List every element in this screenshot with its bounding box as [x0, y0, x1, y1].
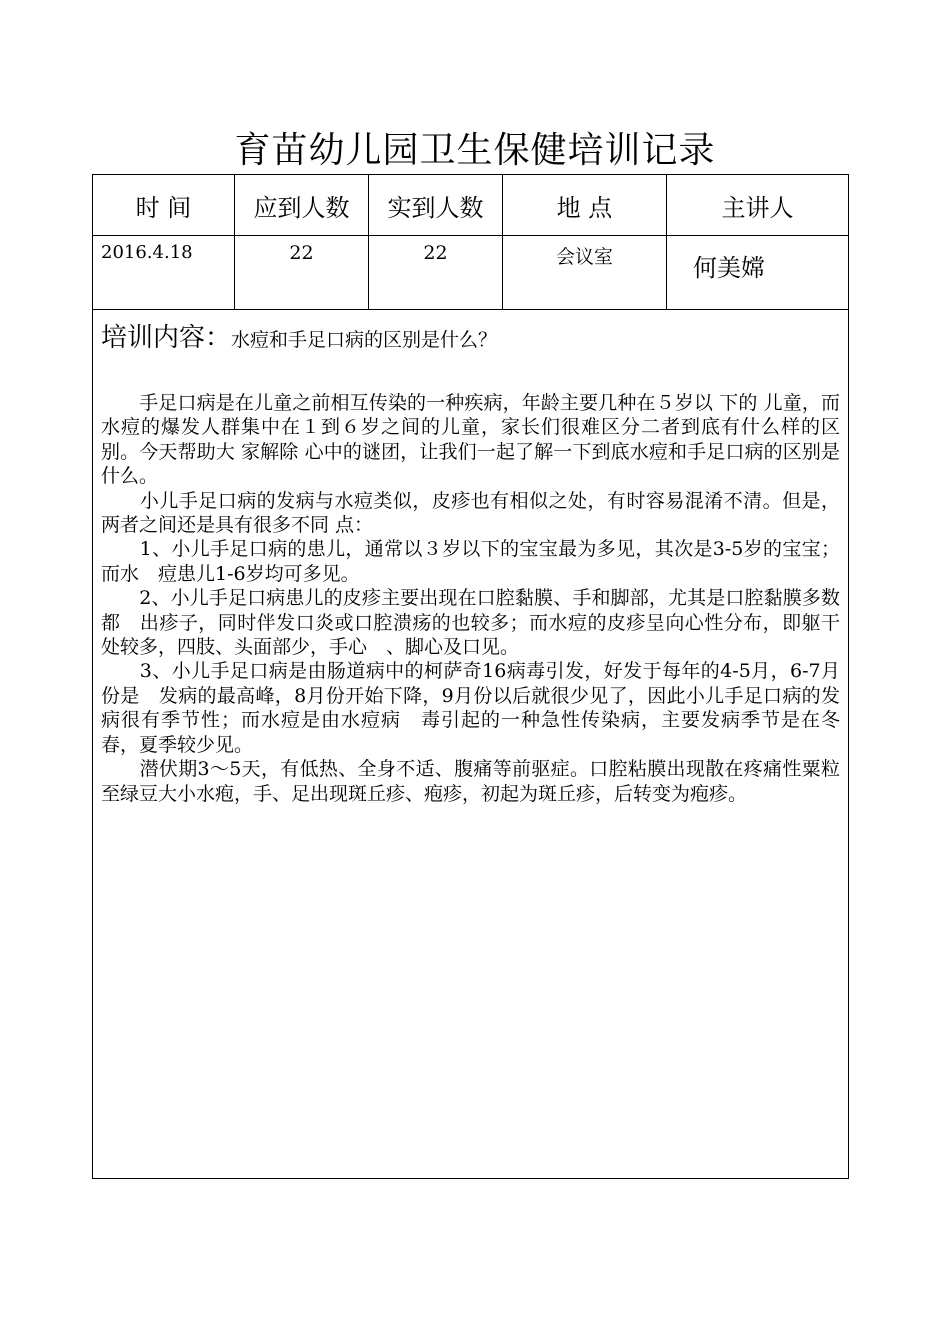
content-body	[101, 391, 840, 806]
document-title: 育苗幼儿园卫生保健培训记录	[234, 130, 716, 171]
header-actual-count: 实到人数	[369, 175, 503, 236]
value-location: 会议室	[503, 236, 667, 310]
training-record-table	[92, 174, 849, 1179]
header-speaker: 主讲人	[667, 175, 849, 236]
value-time: 2016.4.18	[93, 236, 235, 310]
content-cell	[93, 310, 849, 1179]
content-topic: 水痘和手足口病的区别是什么？	[231, 329, 498, 351]
content-paragraph: 潜伏期3～5天，有低热、全身不适、腹痛等前驱症。口腔粘膜出现散在疼痛性粟粒至绿豆大小水疱，手、足出现斑丘疹、疱疹，初起为斑丘疹，后转变为疱疹。	[101, 758, 840, 805]
content-label: 培训内容：	[101, 323, 232, 353]
value-speaker: 何美嫦	[667, 236, 849, 310]
value-actual-count: 22	[369, 236, 503, 310]
header-time: 时 间	[93, 175, 235, 236]
content-paragraph: 3、小儿手足口病是由肠道病中的柯萨奇16病毒引发，好发于每年的4-5月，6-7月份是 发病的最高峰，8月份开始下降，9月份以后就很少见了，因此小儿手足口病的发病很有季节性；而水痘是由水痘病 毒引起的一种急性传染病，主要发病季节是在冬春，夏季较少见。	[101, 660, 840, 756]
content-paragraph: 1、小儿手足口病的患儿，通常以３岁以下的宝宝最为多见，其次是3-5岁的宝宝；而水 痘患儿1-6岁均可多见。	[101, 538, 840, 585]
content-paragraph: 手足口病是在儿童之前相互传染的一种疾病，年龄主要几种在５岁以 下的 儿童，而水痘的爆发人群集中在１到６岁之间的儿童，家长们很难区分二者到底有什么样的区别。今天帮助大 家解除 心中的谜团，让我们一起了解一下到底水痘和手足口病的区别是什么。	[101, 392, 840, 488]
content-paragraph: 2、小儿手足口病患儿的皮疹主要出现在口腔黏膜、手和脚部，尤其是口腔黏膜多数都 出疹子，同时伴发口炎或口腔溃疡的也较多；而水痘的皮疹呈向心性分布，即躯干处较多，四肢、头面部少，手心 、脚心及口见。	[101, 587, 840, 659]
header-location: 地 点	[503, 175, 667, 236]
content-paragraph: 小儿手足口病的发病与水痘类似，皮疹也有相似之处，有时容易混淆不清。但是，两者之间还是具有很多不同 点：	[101, 489, 840, 537]
value-expected-count: 22	[235, 236, 369, 310]
content-heading	[101, 320, 840, 359]
value-row	[93, 236, 849, 310]
header-row	[93, 175, 849, 236]
content-row	[93, 310, 849, 1179]
header-expected-count: 应到人数	[235, 175, 369, 236]
